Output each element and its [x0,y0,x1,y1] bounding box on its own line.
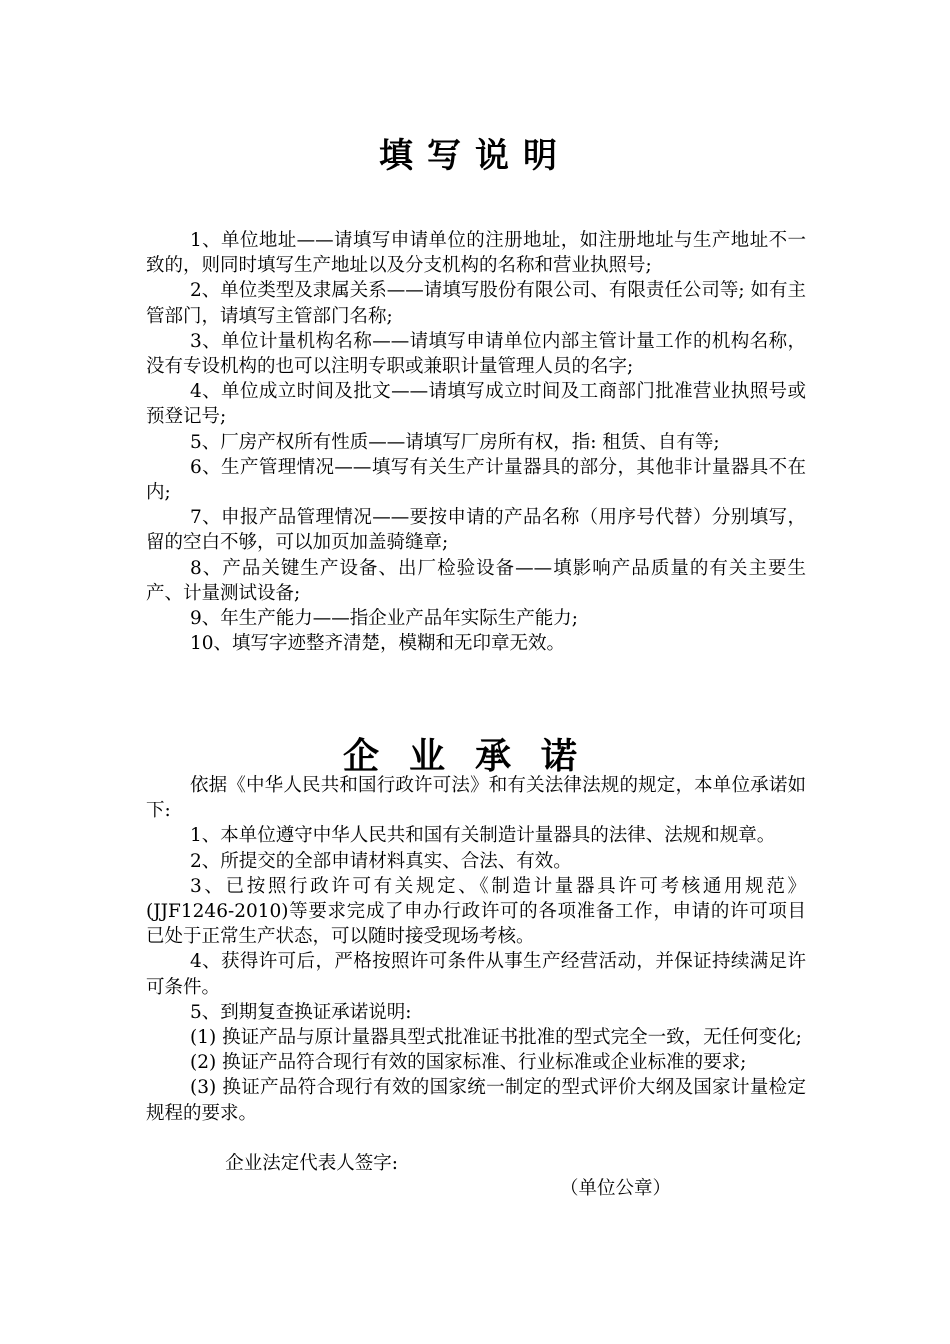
commitment-paragraph: 5、到期复查换证承诺说明: [190,1001,412,1023]
instruction-item: 6、生产管理情况——填写有关生产计量器具的部分，其他非计量器具不在内; [146,456,806,504]
instruction-item: 8、产品关键生产设备、出厂检验设备——填影响产品质量的有关主要生产、计量测试设备; [146,557,806,604]
commitment-paragraph: 2、所提交的全部申请材料真实、合法、有效。 [190,850,572,872]
commitment-paragraph: (2) 换证产品符合现行有效的国家标准、行业标准或企业标准的要求; [190,1052,747,1074]
instruction-item: 7、申报产品管理情况——要按申请的产品名称（用序号代替）分别填写，留的空白不够，可以加页加盖骑缝章; [146,507,806,554]
instructions-title: 填写说明 [379,136,571,176]
signature-line [146,1126,806,1227]
commitment-title: 企业承诺 [342,736,607,777]
commitment-paragraph: 3、已按照行政许可有关规定、《制造计量器具许可考核通用规范》(JJF1246-2010)等要求完成了申办行政许可的各项准备工作，申请的许可项目已处于正常生产状态，可以随时接受现场考核。 [146,875,806,948]
instruction-item: 2、单位类型及隶属关系——请填写股份有限公司、有限责任公司等; 如有主管部门，请填写主管部门名称; [146,280,806,327]
commitment-paragraph: 依据《中华人民共和国行政许可法》和有关法律法规的规定，本单位承诺如下: [146,775,806,822]
signature-label: 企业法定代表人签字: [225,1153,399,1175]
instruction-item: 10、填写字迹整齐清楚，模糊和无印章无效。 [190,633,566,655]
commitment-paragraph: 4、获得许可后，严格按照许可条件从事生产经营活动，并保证持续满足许可条件。 [146,951,806,998]
seal-label: （单位公章） [560,1178,672,1200]
instructions-list [146,228,806,656]
commitment-body [146,773,806,1227]
commitment-paragraph: 1、本单位遵守中华人民共和国有关制造计量器具的法律、法规和规章。 [190,825,776,847]
commitment-paragraph: (3) 换证产品符合现行有效的国家统一制定的型式评价大纲及国家计量检定规程的要求。 [146,1077,806,1124]
commitment-paragraph: (1) 换证产品与原计量器具型式批准证书批准的型式完全一致，无任何变化; [190,1027,802,1049]
instruction-item: 4、单位成立时间及批文——请填写成立时间及工商部门批准营业执照号或预登记号; [146,381,806,428]
instruction-item: 1、单位地址——请填写申请单位的注册地址，如注册地址与生产地址不一致的，则同时填写生产地址以及分支机构的名称和营业执照号; [146,230,806,277]
instruction-item: 3、单位计量机构名称——请填写申请单位内部主管计量工作的机构名称，没有专设机构的也可以注明专职或兼职计量管理人员的名字; [146,330,806,378]
instruction-item: 5、厂房产权所有性质——请填写厂房所有权，指: 租赁、自有等; [190,431,720,453]
instruction-item: 9、年生产能力——指企业产品年实际生产能力; [190,608,579,630]
